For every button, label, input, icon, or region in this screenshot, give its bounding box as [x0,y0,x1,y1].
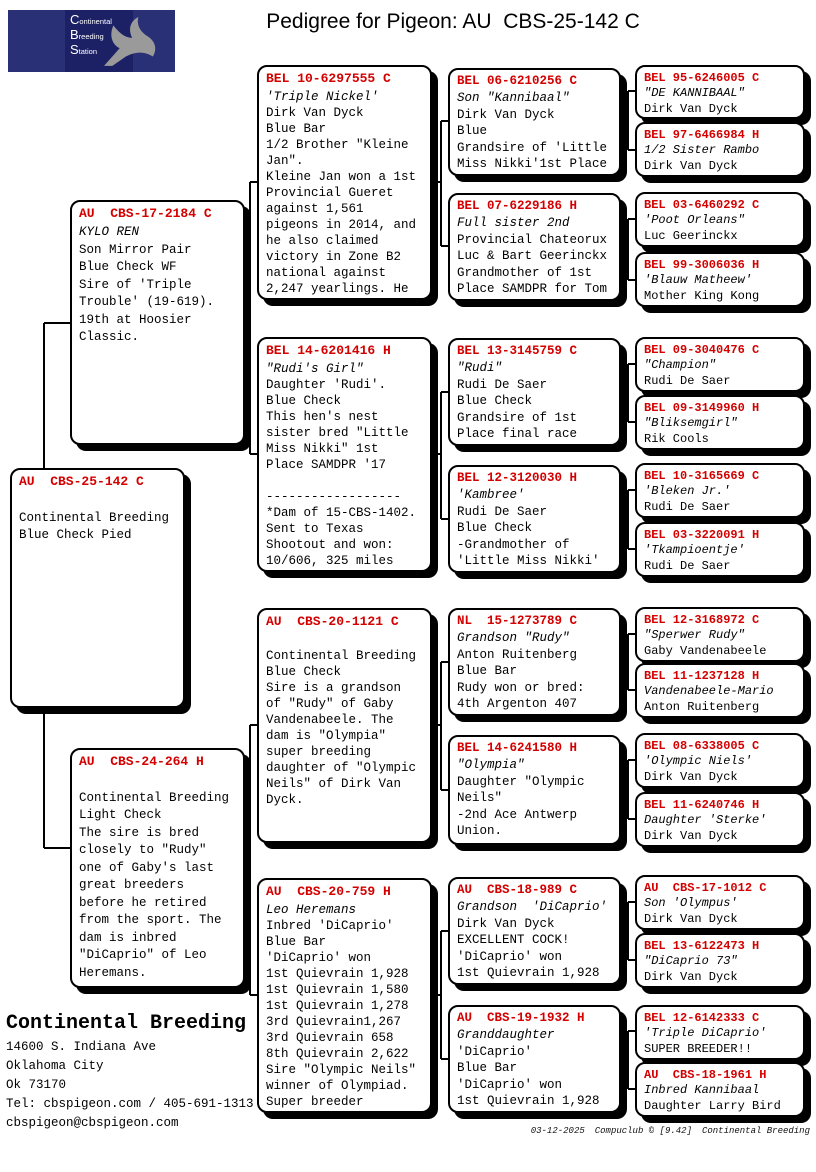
footer-credit [521,1126,810,1136]
info-line: great breeders [79,878,185,892]
pigeon-name: "Champion" [644,358,717,372]
info-line: sister bred "Little [266,426,409,440]
pedigree-connector-line [621,661,628,663]
info-line: Blue Check [266,394,342,408]
pedigree-connector-line [432,994,441,996]
pedigree-box [635,875,805,930]
info-line: Neils" of Dirk Van [266,777,402,791]
pedigree-box [635,463,805,518]
band-number: BEL 12-3120030 H [457,471,578,485]
band-number: BEL 13-6122473 H [644,939,760,953]
info-line: "DiCaprio" of Leo [79,948,207,962]
pigeon-name: Son 'Olympus' [644,896,738,910]
info-line: Continental Breeding [266,649,417,663]
info-line: Rudi De Saer [644,373,731,388]
pigeon-name: "Olympia" [457,758,525,772]
info-line: Rudi De Saer [457,377,548,392]
info-line: Dirk Van Dyck [644,101,738,116]
pigeon-name: Inbred Kannibaal [644,1083,760,1097]
logo-word-continental: Continental [70,12,112,27]
pedigree-box [635,252,805,307]
pedigree-connector-line [245,322,250,324]
info-line: Sire of 'Triple [79,277,192,292]
info-line: Continental Breeding [19,510,170,525]
info-line: Sire is a grandson [266,681,402,695]
pedigree-connector-line [432,724,441,726]
info-line: 3rd Quievrain1,267 [266,1015,402,1029]
info-line: Provincial Gueret [266,186,394,200]
pigeon-name: Vandenabeele-Mario [644,684,774,698]
info-line: 'DiCaprio' [457,1044,533,1059]
pedigree-box [257,65,432,300]
pedigree-box [448,877,621,985]
pedigree-box [257,878,432,1113]
pedigree-connector-line [440,392,442,519]
pigeon-name: Son "Kannibaal" [457,91,570,105]
pedigree-connector-line [432,181,441,183]
pedigree-box [257,608,432,843]
loft-email: cbspigeon@cbspigeon.com [6,1116,179,1130]
info-line: 8th Quievrain 2,622 [266,1047,409,1061]
info-line: Dirk Van Dyck [457,916,555,931]
info-line: Blue Bar [457,664,518,678]
band-number: BEL 97-6466984 H [644,128,760,142]
info-line: Union. [457,824,503,838]
info-line: 2,247 yearlings. He [266,282,409,296]
band-number: BEL 11-6240746 H [644,798,760,812]
band-number: BEL 12-3168972 C [644,613,760,627]
pigeon-name: 'Triple Nickel' [266,90,379,104]
info-line: Blue Check WF [79,260,177,274]
pedigree-connector-line [628,363,635,365]
info-line: Super breeder [266,1095,364,1109]
footer-date: 03-12-2025 [530,1126,585,1136]
pedigree-connector-line [441,930,448,932]
cbs-logo [8,10,175,72]
pigeon-name: "DE KANNIBAAL" [644,86,745,100]
info-line: Blue Check [457,521,533,535]
info-line: The sire is bred [79,825,200,840]
band-number: BEL 14-6241580 H [457,741,578,755]
pedigree-connector-line [621,930,628,932]
pigeon-name: 1/2 Sister Rambo [644,143,760,157]
info-line: Heremans. [79,965,147,980]
pedigree-box [10,468,185,708]
pedigree-connector-line [628,633,635,635]
info-line: 1st Quievrain 1,580 [266,983,409,997]
band-number: BEL 09-3040476 C [644,343,760,357]
info-line: Luc & Bart Geerinckx [457,249,608,263]
pedigree-box [448,68,621,176]
info-line: Blue Bar [457,1061,518,1075]
pedigree-connector-line [628,279,635,281]
info-line: EXCELLENT COCK! [457,933,570,947]
info-line: Sire "Olympic Neils" [266,1063,417,1077]
footer-loft: Continental Breeding [701,1126,810,1136]
pedigree-box [448,735,621,845]
pedigree-box [635,933,805,988]
pedigree-connector-line [628,901,635,903]
info-line: Luc Geerinckx [644,228,738,243]
band-number: AU CBS-20-1121 C [266,614,399,629]
pigeon-name: "Sperwer Rudy" [644,628,745,642]
info-line: Son Mirror Pair [79,242,192,257]
pigeon-name: 'Olympic Niels' [644,754,753,768]
pigeon-name: 'Blauw Matheew' [644,273,753,287]
band-number: BEL 03-3220091 H [644,528,760,542]
info-line: Miss Nikki'1st Place [457,157,608,171]
info-line: 'DiCaprio' won [457,1077,563,1092]
info-line: Dirk Van Dyck [644,969,738,984]
pedigree-connector-line [621,1058,628,1060]
info-line: Dirk Van Dyck [266,106,364,120]
info-line: Rudi De Saer [644,499,731,514]
info-line: Dyck. [266,793,304,807]
info-line: Daughter Larry Bird [644,1098,781,1113]
pedigree-connector-line [628,149,635,151]
band-number: BEL 10-3165669 C [644,469,760,483]
pedigree-connector-line [441,120,448,122]
pedigree-connector-line [44,847,70,849]
loft-address-line1: 14600 S. Indiana Ave [6,1040,157,1054]
info-line: 'Little Miss Nikki' [457,554,600,568]
info-line: Mother King Kong [644,288,760,303]
pedigree-connector-line [628,218,635,220]
info-line: 1st Quievrain 1,278 [266,999,409,1013]
pedigree-box [635,607,805,662]
pedigree-box [635,1062,805,1117]
loft-address-line3: Ok 73170 [6,1078,67,1092]
pigeon-name: "Bliksemgirl" [644,416,738,430]
pedigree-box [635,65,805,119]
pedigree-connector-line [440,662,442,790]
info-line: Dirk Van Dyck [457,107,555,122]
loft-address-line2: Oklahoma City [6,1059,104,1073]
pedigree-connector-line [441,789,448,791]
info-line: daughter of "Olympic [266,761,417,775]
pedigree-connector-line [249,725,251,995]
band-number: AU CBS-24-264 H [79,754,204,769]
pedigree-connector-line [627,364,629,422]
info-line: national against [266,266,387,280]
band-number: BEL 14-6201416 H [266,343,391,358]
pedigree-connector-line [628,421,635,423]
info-line: Dirk Van Dyck [644,158,738,173]
info-line: one of Gaby's last [79,860,215,875]
info-line [266,633,423,649]
pedigree-connector-line [621,789,628,791]
info-line: Anton Ruitenberg [457,647,578,662]
pigeon-name: Grandson "Rudy" [457,631,570,645]
info-line: *Dam of 15-CBS-1402. [266,506,417,520]
pedigree-connector-line [628,548,635,550]
pedigree-connector-line [628,1088,635,1090]
info-line: Shootout and won: [266,538,394,552]
pedigree-connector-line [628,689,635,691]
band-number: AU CBS-17-2184 C [79,206,212,221]
logo-word-breeding: Breeding [70,27,104,42]
pedigree-connector-line [441,391,448,393]
info-line: Neils" [457,791,503,805]
band-number: BEL 99-3006036 H [644,258,760,272]
info-line: closely to "Rudy" [79,843,207,857]
band-number: NL 15-1273789 C [457,614,578,628]
info-line: Sent to Texas [266,522,364,536]
info-line: Dirk Van Dyck [644,911,738,926]
info-line: Blue Bar [266,122,327,136]
info-line: Vandenabeele. The [266,713,394,727]
info-line: 1st Quievrain 1,928 [457,1094,600,1108]
pedigree-connector-line [441,518,448,520]
info-line: Place SAMDPR '17 [266,458,387,472]
info-line: 1st Quievrain 1,928 [266,967,409,981]
pedigree-connector-line [432,453,441,455]
pigeon-name: Full sister 2nd [457,216,570,230]
info-line: before he retired [79,895,207,910]
info-line: Blue Check [266,665,342,679]
pedigree-box [635,122,805,177]
pigeon-name: KYLO REN [79,225,140,239]
pedigree-connector-line [621,391,628,393]
info-line: Grandsire of 1st [457,410,578,425]
info-line: Dirk Van Dyck [644,769,738,784]
pedigree-box [448,193,621,301]
pedigree-connector-line [621,518,628,520]
pigeon-name: Leo Heremans [266,903,357,917]
pedigree-box [448,338,621,446]
pedigree-box [635,733,805,788]
info-line: super breeding [266,745,372,759]
band-number: BEL 95-6246005 C [644,71,760,85]
band-number: BEL 06-6210256 C [457,74,578,88]
info-line: Provincial Chateorux [457,232,608,247]
info-line: winner of Olympiad. [266,1079,409,1093]
info-line: victory in Zone B2 [266,250,402,264]
info-line: 1st Quievrain 1,928 [457,966,600,980]
loft-telephone: Tel: cbspigeon.com / 405-691-1313 [6,1097,254,1111]
info-line: 10/606, 325 miles [266,554,394,568]
pigeon-name: "DiCaprio 73" [644,954,738,968]
pedigree-connector-line [441,245,448,247]
info-line: ------------------ [266,490,402,504]
pigeon-name: Granddaughter [457,1028,555,1042]
info-line: Blue Bar [266,935,327,949]
info-line: Rik Cools [644,431,709,446]
info-line: Rudi De Saer [457,504,548,519]
footer-software: Compuclub © [9.42] [594,1126,692,1136]
info-line: Daughter 'Rudi'. [266,378,387,392]
info-line: Trouble' (19-619). [79,295,215,309]
pedigree-connector-line [440,121,442,246]
pedigree-box [635,395,805,450]
pedigree-connector-line [250,181,257,183]
info-line [266,474,423,490]
info-line: Dirk Van Dyck [644,828,738,843]
info-line: dam is "Olympia" [266,729,387,743]
info-line: Light Check [79,808,162,822]
info-line: Blue Check [457,394,533,408]
pedigree-box [635,663,805,718]
info-line: Anton Ruitenberg [644,699,760,714]
info-line: Grandsire of 'Little [457,140,608,155]
info-line: 19th at Hoosier [79,312,192,327]
info-line: from the sport. The [79,913,222,927]
page-title: Pedigree for Pigeon: AU CBS-25-142 C [266,10,640,33]
pedigree-box [257,337,432,572]
info-line: Rudy won or bred: [457,680,585,695]
pigeon-name: 'Triple DiCaprio' [644,1026,767,1040]
info-line: pigeons in 2014, and [266,218,417,232]
info-line: dam is inbred [79,930,177,945]
band-number: AU CBS-25-142 C [19,474,144,489]
logo-word-station: Station [70,42,98,57]
pigeon-name: Grandson 'DiCaprio' [457,900,608,914]
info-line: Continental Breeding [79,790,230,805]
pedigree-box [448,465,621,573]
pigeon-name: 'Poot Orleans" [644,213,745,227]
pedigree-connector-line [441,1058,448,1060]
info-line: -Grandmother of [457,537,570,552]
pedigree-connector-line [628,1030,635,1032]
pedigree-connector-line [441,661,448,663]
info-line [19,493,176,511]
info-line: Gaby Vandenabeele [644,643,767,658]
band-number: AU CBS-18-989 C [457,883,578,897]
loft-name: Continental Breeding [6,1012,247,1035]
band-number: BEL 03-6460292 C [644,198,760,212]
info-line [79,773,236,791]
pigeon-name: 'Kambree' [457,488,525,502]
band-number: BEL 11-1237128 H [644,669,760,683]
info-line: Jan". [266,154,304,168]
info-line: Grandmother of 1st [457,265,593,280]
band-number: AU CBS-18-1961 H [644,1068,767,1082]
pigeon-name: 'Bleken Jr.' [644,484,731,498]
info-line: Blue Check Pied [19,528,132,542]
band-number: AU CBS-19-1932 H [457,1011,585,1025]
info-line: 1/2 Brother "Kleine [266,138,409,152]
band-number: BEL 10-6297555 C [266,71,391,86]
pedigree-connector-line [628,818,635,820]
band-number: BEL 08-6338005 C [644,739,760,753]
info-line: -2nd Ace Antwerp [457,807,578,822]
pedigree-connector-line [627,219,629,280]
pedigree-connector-line [44,322,70,324]
pedigree-box [635,192,805,247]
pedigree-connector-line [628,759,635,761]
pigeon-name: "Rudi" [457,361,503,375]
info-line: Daughter "Olympic [457,774,585,789]
pedigree-box [70,200,245,445]
band-number: BEL 12-6142333 C [644,1011,760,1025]
info-line: Place final race [457,427,578,441]
info-line: against 1,561 [266,202,364,216]
info-line: Miss Nikki" 1st [266,442,379,456]
band-number: BEL 13-3145759 C [457,344,578,358]
band-number: AU CBS-20-759 H [266,884,391,899]
pigeon-name: 'Tkampioentje' [644,543,745,557]
pedigree-connector-line [245,867,250,869]
info-line: Classic. [79,330,140,344]
info-line: This hen's nest [266,410,379,424]
info-line: Kleine Jan won a 1st [266,170,417,184]
info-line: of "Rudy" of Gaby [266,697,394,711]
pigeon-name: "Rudi's Girl" [266,362,364,376]
pedigree-connector-line [621,245,628,247]
pedigree-connector-line [627,1031,629,1089]
pedigree-connector-line [249,182,251,454]
info-line: Rudi De Saer [644,558,731,573]
info-line: 'DiCaprio' won [266,951,372,965]
pedigree-connector-line [250,724,257,726]
info-line: 3rd Quievrain 658 [266,1031,394,1045]
info-line: 4th Argenton 407 [457,697,578,711]
info-line: Inbred 'DiCaprio' [266,919,394,933]
pedigree-connector-line [628,959,635,961]
pedigree-box [635,337,805,392]
band-number: BEL 07-6229186 H [457,199,578,213]
pedigree-connector-line [250,994,257,996]
pedigree-box [70,748,245,988]
info-line: he also claimed [266,234,379,248]
pedigree-connector-line [628,489,635,491]
info-line: SUPER BREEDER!! [644,1041,753,1056]
pedigree-box [635,792,805,847]
loft-info [6,1012,254,1133]
pedigree-box [448,608,621,716]
pedigree-box [448,1005,621,1113]
pigeon-name: Daughter 'Sterke' [644,813,767,827]
pedigree-box [635,1005,805,1060]
info-line: Blue [457,124,488,138]
pedigree-connector-line [628,90,635,92]
band-number: BEL 09-3149960 H [644,401,760,415]
info-line: 'DiCaprio' won [457,949,563,964]
pedigree-connector-line [621,120,628,122]
pedigree-box [635,522,805,577]
band-number: AU CBS-17-1012 C [644,881,767,895]
info-line: Place SAMDPR for Tom [457,282,608,296]
pedigree-connector-line [250,453,257,455]
